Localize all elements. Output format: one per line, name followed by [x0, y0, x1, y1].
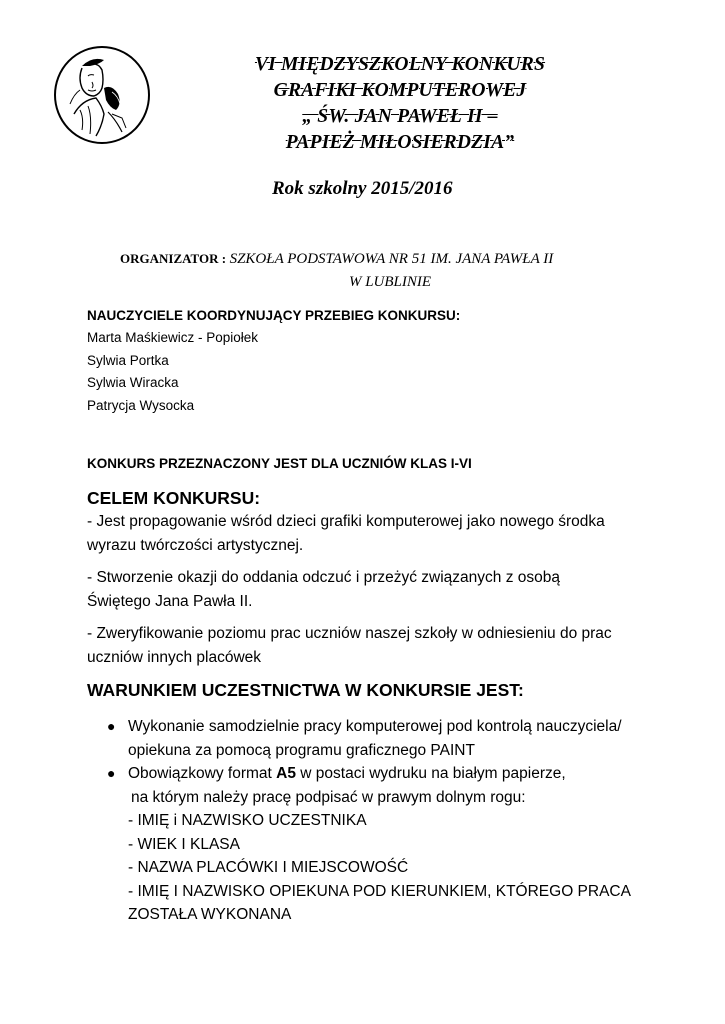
title-line: PAPIEŻ MIŁOSIERDZIA”	[285, 132, 515, 153]
goal-line: - Jest propagowanie wśród dzieci grafiki komputerowej jako nowego środka	[87, 513, 605, 530]
teacher-name: Sylwia Portka	[87, 352, 169, 368]
signature-field: - NAZWA PLACÓWKI I MIEJSCOWOŚĆ	[128, 859, 409, 876]
list-item	[87, 762, 687, 927]
signature-field: - WIEK I KLASA	[128, 835, 240, 853]
goal-line: wyrazu twórczości artystycznej.	[87, 536, 304, 554]
condition-text: w postaci wydruku na białym papierze,	[296, 765, 566, 782]
organizer-city: W LUBLINIE	[348, 274, 432, 290]
teachers-heading: NAUCZYCIELE KOORDYNUJĄCY PRZEBIEG KONKURSU:	[87, 308, 461, 323]
goal-line: - Stworzenie okazji do oddania odczuć i przeżyć związanych z osobą	[87, 569, 560, 586]
title-line: GRAFIKI KOMPUTEROWEJ	[273, 80, 527, 101]
condition-line: na którym należy pracę podpisać w prawym dolnym rogu:	[131, 788, 526, 806]
condition-line: Wykonanie samodzielnie pracy komputerowej pod kontrolą nauczyciela/	[128, 718, 622, 735]
goal-item	[87, 510, 612, 557]
signature-field: ZOSTAŁA WYKONANA	[128, 906, 292, 923]
goals-section	[87, 486, 612, 669]
audience-statement: KONKURS PRZEZNACZONY JEST DLA UCZNIÓW KLAS I-VI	[87, 456, 472, 471]
format-value: A5	[276, 765, 296, 782]
signature-field: - IMIĘ i NAZWISKO UCZESTNIKA	[128, 812, 367, 829]
school-year: Rok szkolny 2015/2016	[272, 178, 453, 199]
teachers-section	[87, 305, 460, 417]
pope-portrait-logo-icon	[52, 44, 152, 146]
title-line: VI MIĘDZYSZKOLNY KONKURS	[254, 54, 546, 75]
condition-line	[128, 762, 687, 786]
bullet-dot-icon: ●	[107, 765, 116, 781]
conditions-list	[87, 715, 687, 927]
title-line: „ ŚW. JAN PAWEŁ II –	[302, 106, 498, 127]
teacher-name: Patrycja Wysocka	[87, 397, 195, 413]
organizer-block	[120, 248, 620, 293]
organizer-name: SZKOŁA PODSTAWOWA NR 51 IM. JANA PAWŁA II	[229, 251, 554, 267]
list-item	[87, 715, 687, 762]
goals-heading: CELEM KONKURSU:	[87, 488, 261, 508]
teacher-name: Sylwia Wiracka	[87, 375, 179, 390]
goal-line: Świętego Jana Pawła II.	[87, 592, 253, 610]
goal-line: - Zweryfikowanie poziomu prac uczniów naszej szkoły w odniesieniu do prac	[87, 625, 612, 642]
contest-title	[180, 52, 620, 156]
condition-text: Obowiązkowy format	[128, 765, 277, 782]
bullet-dot-icon: ●	[107, 718, 116, 734]
goal-item	[87, 566, 612, 613]
teacher-name: Marta Maśkiewicz - Popiołek	[87, 330, 259, 345]
goal-line: uczniów innych placówek	[87, 648, 262, 666]
signature-field: - IMIĘ I NAZWISKO OPIEKUNA POD KIERUNKIEM, KTÓREGO PRACA	[128, 882, 631, 900]
organizer-label: ORGANIZATOR :	[120, 251, 227, 266]
goal-item	[87, 622, 612, 669]
conditions-heading: WARUNKIEM UCZESTNICTWA W KONKURSIE JEST:	[87, 680, 524, 700]
condition-line: opiekuna za pomocą programu graficznego PAINT	[128, 741, 475, 759]
